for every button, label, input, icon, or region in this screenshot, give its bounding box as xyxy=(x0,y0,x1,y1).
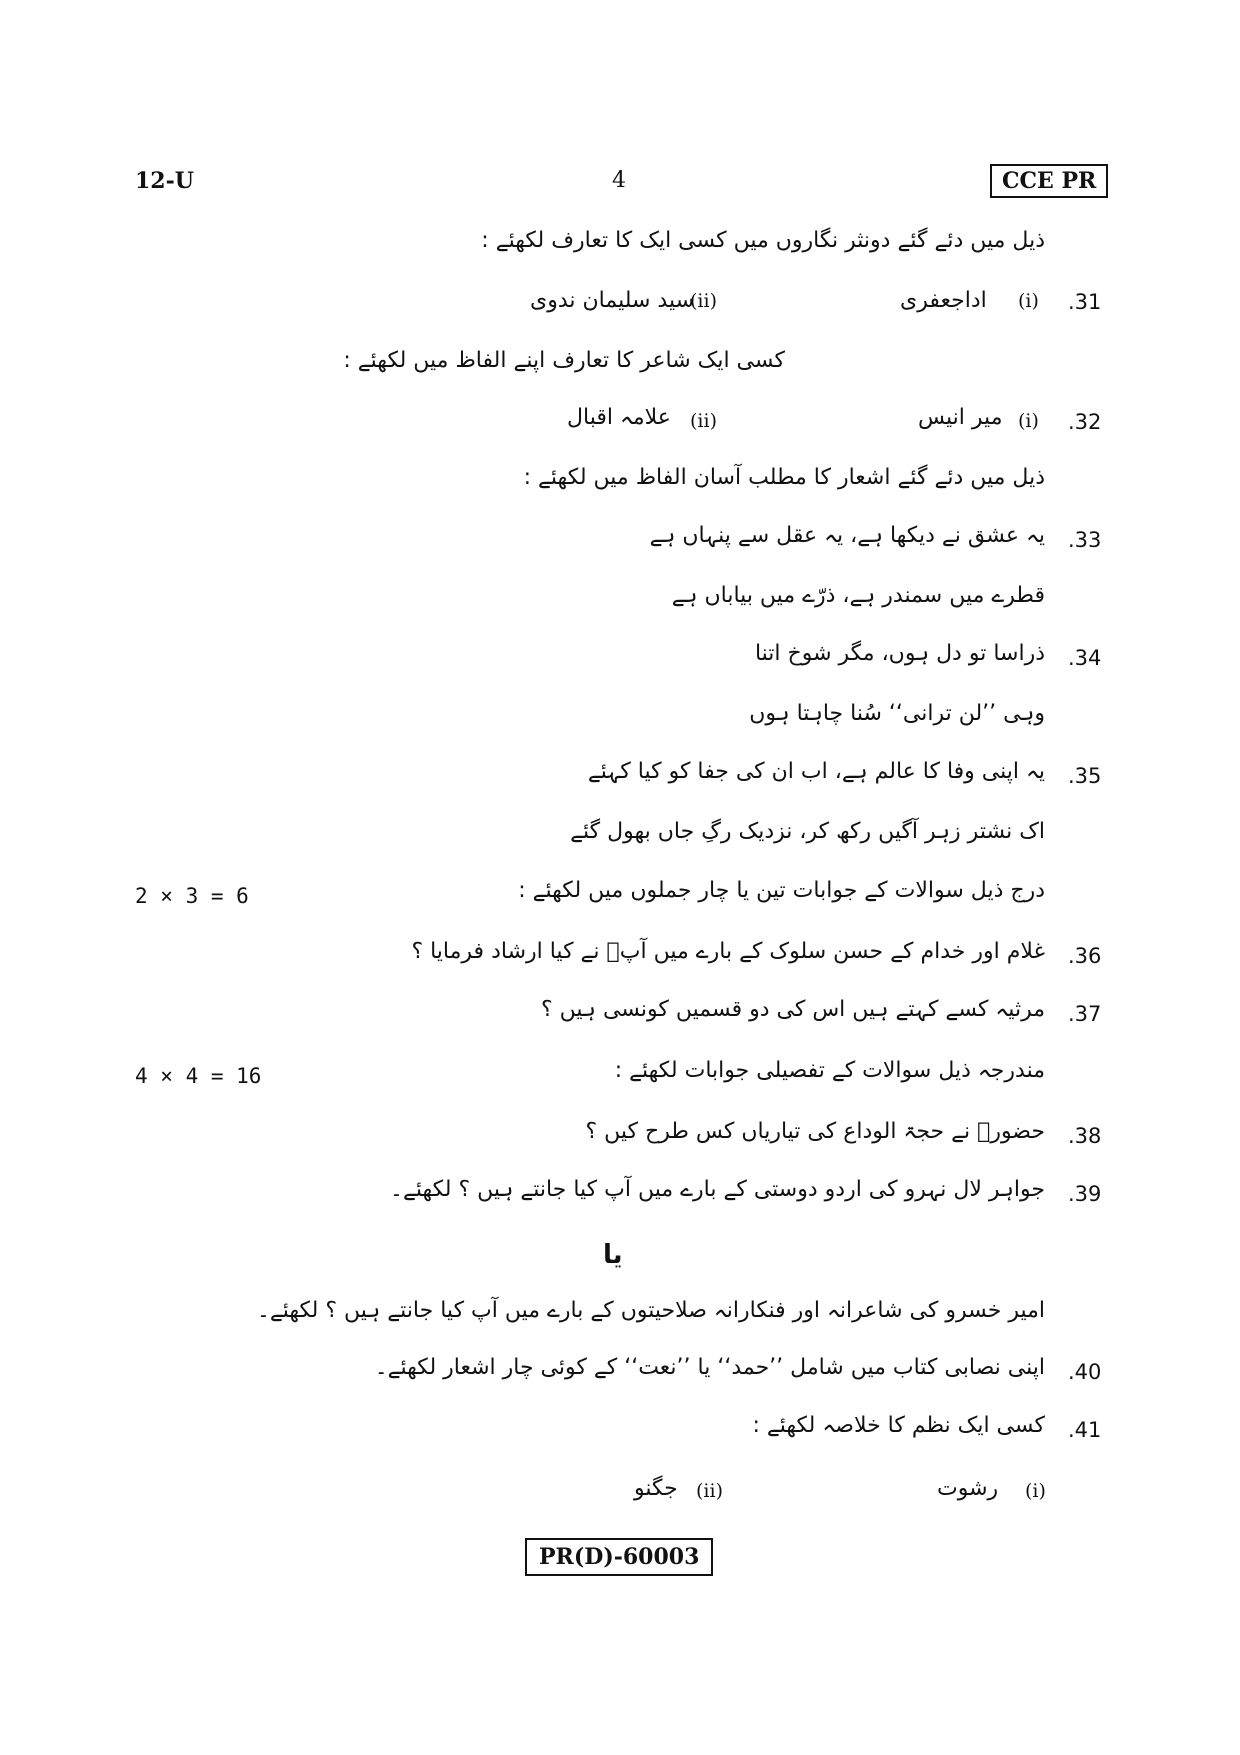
instruction-short-answers: درج ذیل سوالات کے جوابات تین یا چار جملوں میں لکھئے : xyxy=(518,878,1045,903)
q35-line-2: اک نشتر زہر آگیں رکھ کر، نزدیک رگِ جاں بھول گئے xyxy=(570,819,1045,844)
question-number-31: .31 xyxy=(1068,290,1102,314)
question-number-40: .40 xyxy=(1068,1360,1102,1384)
marks-long-answers: 4 × 4 = 16 xyxy=(135,1064,262,1088)
question-number-32: .32 xyxy=(1068,410,1102,434)
q31-option-i-label: (i) xyxy=(1018,290,1039,312)
q32-option-i-label: (i) xyxy=(1018,410,1039,432)
footer-paper-code: PR(D)-60003 xyxy=(525,1538,713,1576)
q32-option-ii-label: (ii) xyxy=(690,410,717,432)
question-number-37: .37 xyxy=(1068,1002,1102,1026)
question-number-36: .36 xyxy=(1068,944,1102,968)
q41-text: کسی ایک نظم کا خلاصہ لکھئے : xyxy=(752,1413,1045,1438)
instruction-long-answers: مندرجہ ذیل سوالات کے تفصیلی جوابات لکھئے : xyxy=(614,1058,1045,1083)
question-number-33: .33 xyxy=(1068,528,1102,552)
q33-line-2: قطرے میں سمندر ہے، ذرّے میں بیاباں ہے xyxy=(671,583,1045,608)
q33-line-1: یہ عشق نے دیکھا ہے، یہ عقل سے پنہاں ہے xyxy=(649,523,1045,548)
q34-line-1: ذراسا تو دل ہوں، مگر شوخ اتنا xyxy=(754,641,1045,666)
question-number-35: .35 xyxy=(1068,764,1102,788)
q36-text: غلام اور خدام کے حسن سلوک کے بارے میں آپؐ نے کیا ارشاد فرمایا ؟ xyxy=(411,939,1045,964)
question-number-41: .41 xyxy=(1068,1418,1102,1442)
q31-option-i: اداجعفری xyxy=(900,288,987,313)
q41-option-ii-label: (ii) xyxy=(696,1480,723,1502)
q41-option-ii: جگنو xyxy=(634,1476,678,1501)
q40-text: اپنی نصابی کتاب میں شامل ’’حمد‘‘ یا ’’نعت‘‘ کے کوئی چار اشعار لکھئے۔ xyxy=(374,1355,1045,1380)
paper-code-left: 12-U xyxy=(135,168,194,194)
q31-option-ii: سید سلیمان ندوی xyxy=(530,288,695,313)
q32-option-i: میر انیس xyxy=(918,405,1003,430)
q39-text: جواہر لال نہرو کی اردو دوستی کے بارے میں آپ کیا جانتے ہیں ؟ لکھئے۔ xyxy=(390,1177,1045,1202)
marks-short-answers: 2 × 3 = 6 xyxy=(135,884,249,908)
instruction-prose-writers: ذیل میں دئے گئے دونثر نگاروں میں کسی ایک کا تعارف لکھئے : xyxy=(481,228,1045,253)
q31-option-ii-label: (ii) xyxy=(690,290,717,312)
q35-line-1: یہ اپنی وفا کا عالم ہے، اب ان کی جفا کو کیا کہئے xyxy=(587,759,1045,784)
question-number-39: .39 xyxy=(1068,1182,1102,1206)
q37-text: مرثیہ کسے کہتے ہیں اس کی دو قسمیں کونسی ہیں ؟ xyxy=(541,997,1045,1022)
q38-text: حضورؐ نے حجۃ الوداع کی تیاریاں کس طرح کیں ؟ xyxy=(585,1119,1045,1144)
question-number-34: .34 xyxy=(1068,646,1102,670)
q41-option-i-label: (i) xyxy=(1025,1480,1046,1502)
or-separator: یا xyxy=(603,1240,623,1270)
question-number-38: .38 xyxy=(1068,1124,1102,1148)
q41-option-i: رشوت xyxy=(937,1476,999,1501)
q34-line-2: وہی ’’لن ترانی‘‘ سُنا چاہتا ہوں xyxy=(749,701,1045,726)
q32-option-ii: علامہ اقبال xyxy=(567,405,671,430)
instruction-poet-intro: کسی ایک شاعر کا تعارف اپنے الفاظ میں لکھئے : xyxy=(343,348,785,373)
paper-code-box: CCE PR xyxy=(990,164,1108,198)
instruction-couplets: ذیل میں دئے گئے اشعار کا مطلب آسان الفاظ میں لکھئے : xyxy=(523,465,1045,490)
page-number: 4 xyxy=(612,168,626,193)
q39-alternative-text: امیر خسرو کی شاعرانہ اور فنکارانہ صلاحیتوں کے بارے میں آپ کیا جانتے ہیں ؟ لکھئے۔ xyxy=(256,1298,1045,1323)
